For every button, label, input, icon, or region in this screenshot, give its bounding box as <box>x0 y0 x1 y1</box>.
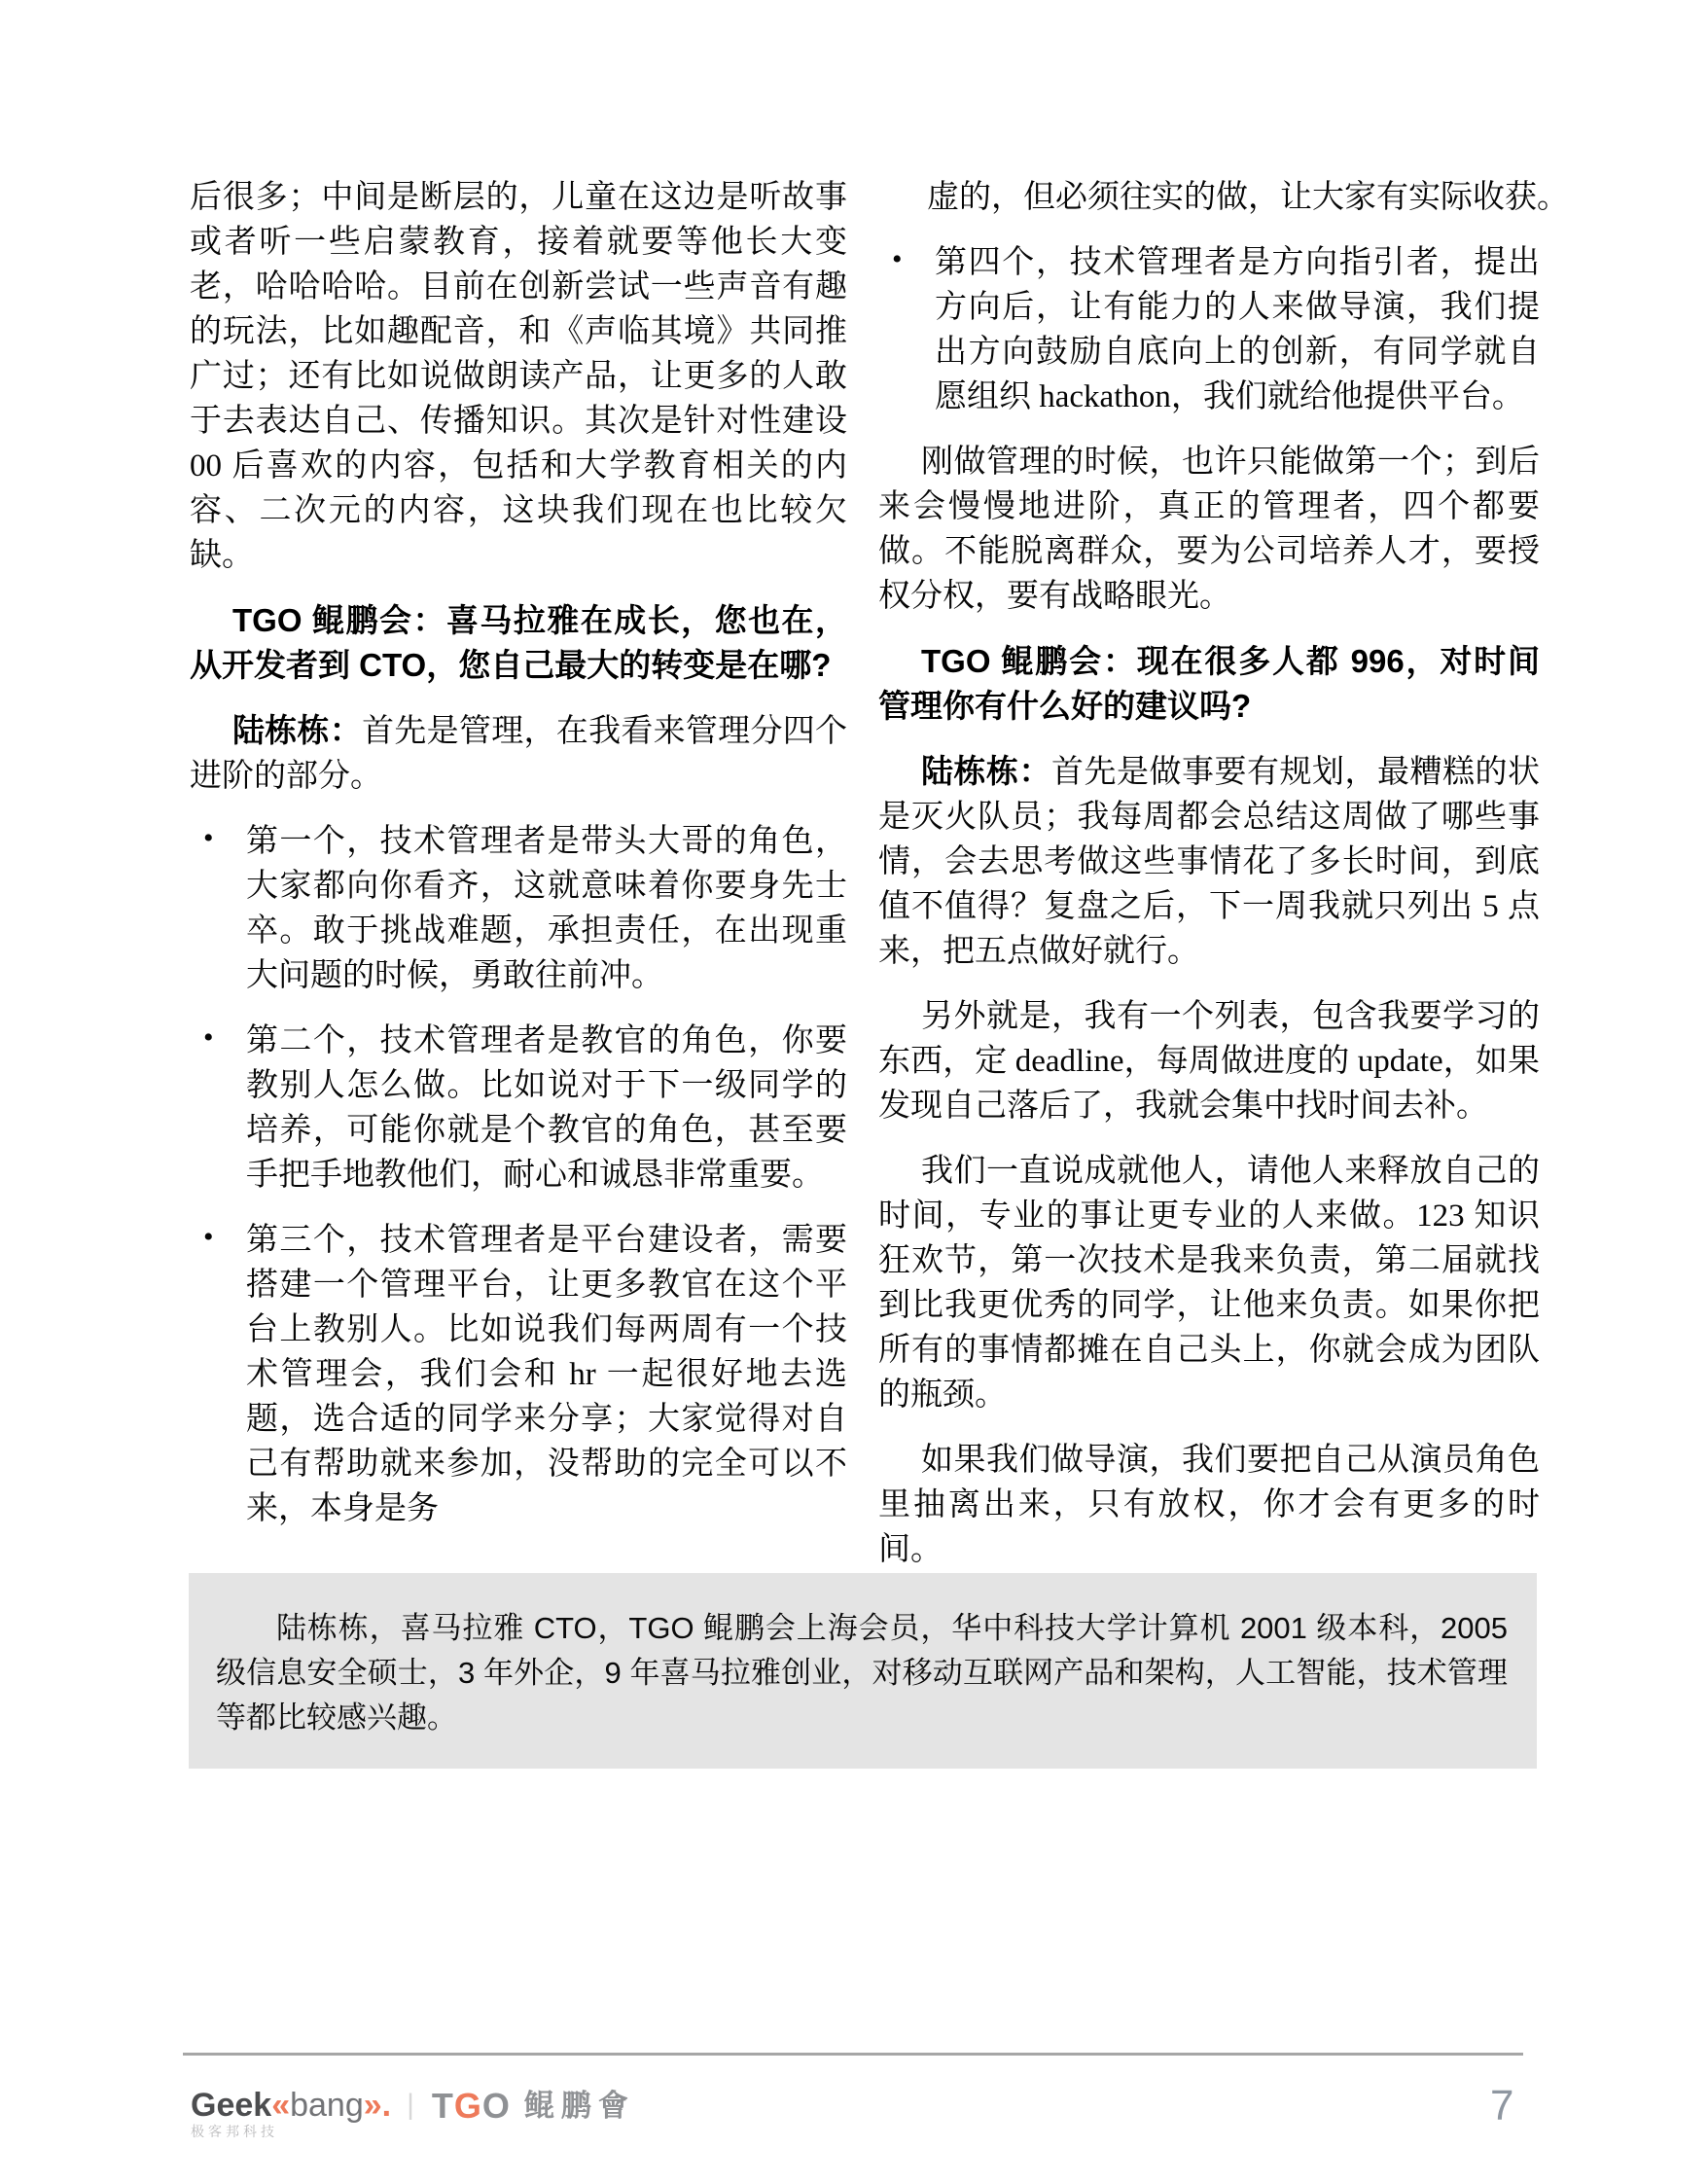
bullet-text: 第二个，技术管理者是教官的角色，你要教别人怎么做。比如说对于下一级同学的培养，可能你就是个教官的角色，甚至要手把手地教他们，耐心和诚恳非常重要。 <box>246 1023 847 1193</box>
bio-callout <box>189 1573 1537 1769</box>
speaker-name: 陆栋栋： <box>232 712 363 748</box>
body-paragraph: 如果我们做导演，我们要把自己从演员角色里抽离出来，只有放权，你才会有更多的时间。 <box>878 1443 1540 1567</box>
tgo-letter-t: T <box>431 2086 454 2126</box>
bullet-text: 第三个，技术管理者是平台建设者，需要搭建一个管理平台，让更多教官在这个平台上教别人。比如说我们每两周有一个技术管理会，我们会和 hr 一起很好地去选题，选合适的同学来分享；大家觉得对自己有帮助就来参加，没帮助的完全可以不来，本身是务 <box>246 1223 847 1526</box>
geekbang-subtext: 极客邦科技 <box>191 2124 278 2139</box>
geekbang-logo-text: bang <box>290 2087 364 2124</box>
bullet-text-continuation: 虚的，但必须往实的做，让大家有实际收获。 <box>927 180 1569 215</box>
geekbang-logo-text: Geek <box>191 2087 272 2124</box>
page-number: 7 <box>1490 2082 1514 2129</box>
list-item <box>190 1019 847 1198</box>
body-paragraph: 刚做管理的时候，也许只能做第一个；到后来会慢慢地进阶，真正的管理者，四个都要做。不能脱离群众，要为公司培养人才，要授权分权，要有战略眼光。 <box>878 445 1540 614</box>
tgo-logo-cn: 鲲鹏會 <box>523 2089 635 2123</box>
footer <box>191 2088 635 2140</box>
tgo-letter-g: G <box>453 2086 482 2126</box>
speaker-name: 陆栋栋： <box>921 753 1051 789</box>
body-paragraph-continuation: 后很多；中间是断层的，儿童在这边是听故事或者听一些启蒙教育，接着就要等他长大变老，哈哈哈哈。目前在创新尝试一些声音有趣的玩法，比如趣配音，和《声临其境》共同推广过；还有比如说做朗读产品，让更多的人敢于去表达自己、传播知识。其次是针对性建设 00 后喜欢的内容，包括和大学教育相关的内容、二次元的内容，这块我们现在也比较欠缺。 <box>190 180 847 573</box>
bullet-icon: • <box>203 822 214 854</box>
logo-separator: | <box>407 2089 414 2121</box>
footer-divider <box>183 2053 1523 2056</box>
list-item <box>190 1218 847 1531</box>
answer-paragraph <box>190 708 847 799</box>
chevron-left-icon: « <box>271 2087 291 2124</box>
body-paragraph: 我们一直说成就他人，请他人来释放自己的时间，专业的事让更专业的人来做。123 知识狂欢节，第一次技术是我来负责，第二届就找到比我更优秀的同学，让他来负责。如果你把所有的事情都摊在自己头上，你就会成为团队的瓶颈。 <box>878 1154 1540 1413</box>
answer-text: 首先是管理，在我看来管理分四个进阶的部分。 <box>190 714 848 794</box>
tgo-logo <box>432 2088 511 2125</box>
question-heading: TGO 鲲鹏会：现在很多人都 996，对时间管理你有什么好的建议吗? <box>878 643 1540 724</box>
tgo-letter-o: O <box>481 2086 511 2126</box>
question-heading: TGO 鲲鹏会：喜马拉雅在成长，您也在，从开发者到 CTO，您自己最大的转变是在哪? <box>190 602 847 683</box>
list-item <box>878 240 1540 419</box>
right-column <box>878 175 1569 1593</box>
bio-text: 陆栋栋，喜马拉雅 CTO，TGO 鲲鹏会上海会员，华中科技大学计算机 2001 级本科，2005 级信息安全硕士，3 年外企，9 年喜马拉雅创业，对移动互联网产品和架构，人工智能，技术管理等都比较感兴趣。 <box>216 1611 1508 1735</box>
bullet-icon: • <box>203 1021 214 1054</box>
bullet-icon: • <box>892 243 903 275</box>
chevron-right-icon: ». <box>363 2087 392 2124</box>
answer-paragraph <box>878 749 1540 974</box>
answer-text: 首先是做事要有规划，最糟糕的状是灭火队员；我每周都会总结这周做了哪些事情，会去思考做这些事情花了多长时间，到底值不值得？复盘之后，下一周我就只列出 5 点来，把五点做好就行。 <box>878 755 1540 969</box>
geekbang-logo <box>191 2088 391 2140</box>
left-column <box>190 175 847 1552</box>
list-item <box>190 819 847 998</box>
body-paragraph: 另外就是，我有一个列表，包含我要学习的东西，定 deadline，每周做进度的 update，如果发现自己落后了，我就会集中找时间去补。 <box>878 999 1540 1124</box>
bullet-text: 第一个，技术管理者是带头大哥的角色，大家都向你看齐，这就意味着你要身先士卒。敢于挑战难题，承担责任，在出现重大问题的时候，勇敢往前冲。 <box>246 824 847 993</box>
geekbang-wordmark <box>191 2088 391 2123</box>
bullet-icon: • <box>203 1221 214 1253</box>
bullet-text: 第四个，技术管理者是方向指引者，提出方向后，让有能力的人来做导演，我们提出方向鼓励自底向上的创新，有同学就自愿组织 hackathon，我们就给他提供平台。 <box>935 245 1540 414</box>
